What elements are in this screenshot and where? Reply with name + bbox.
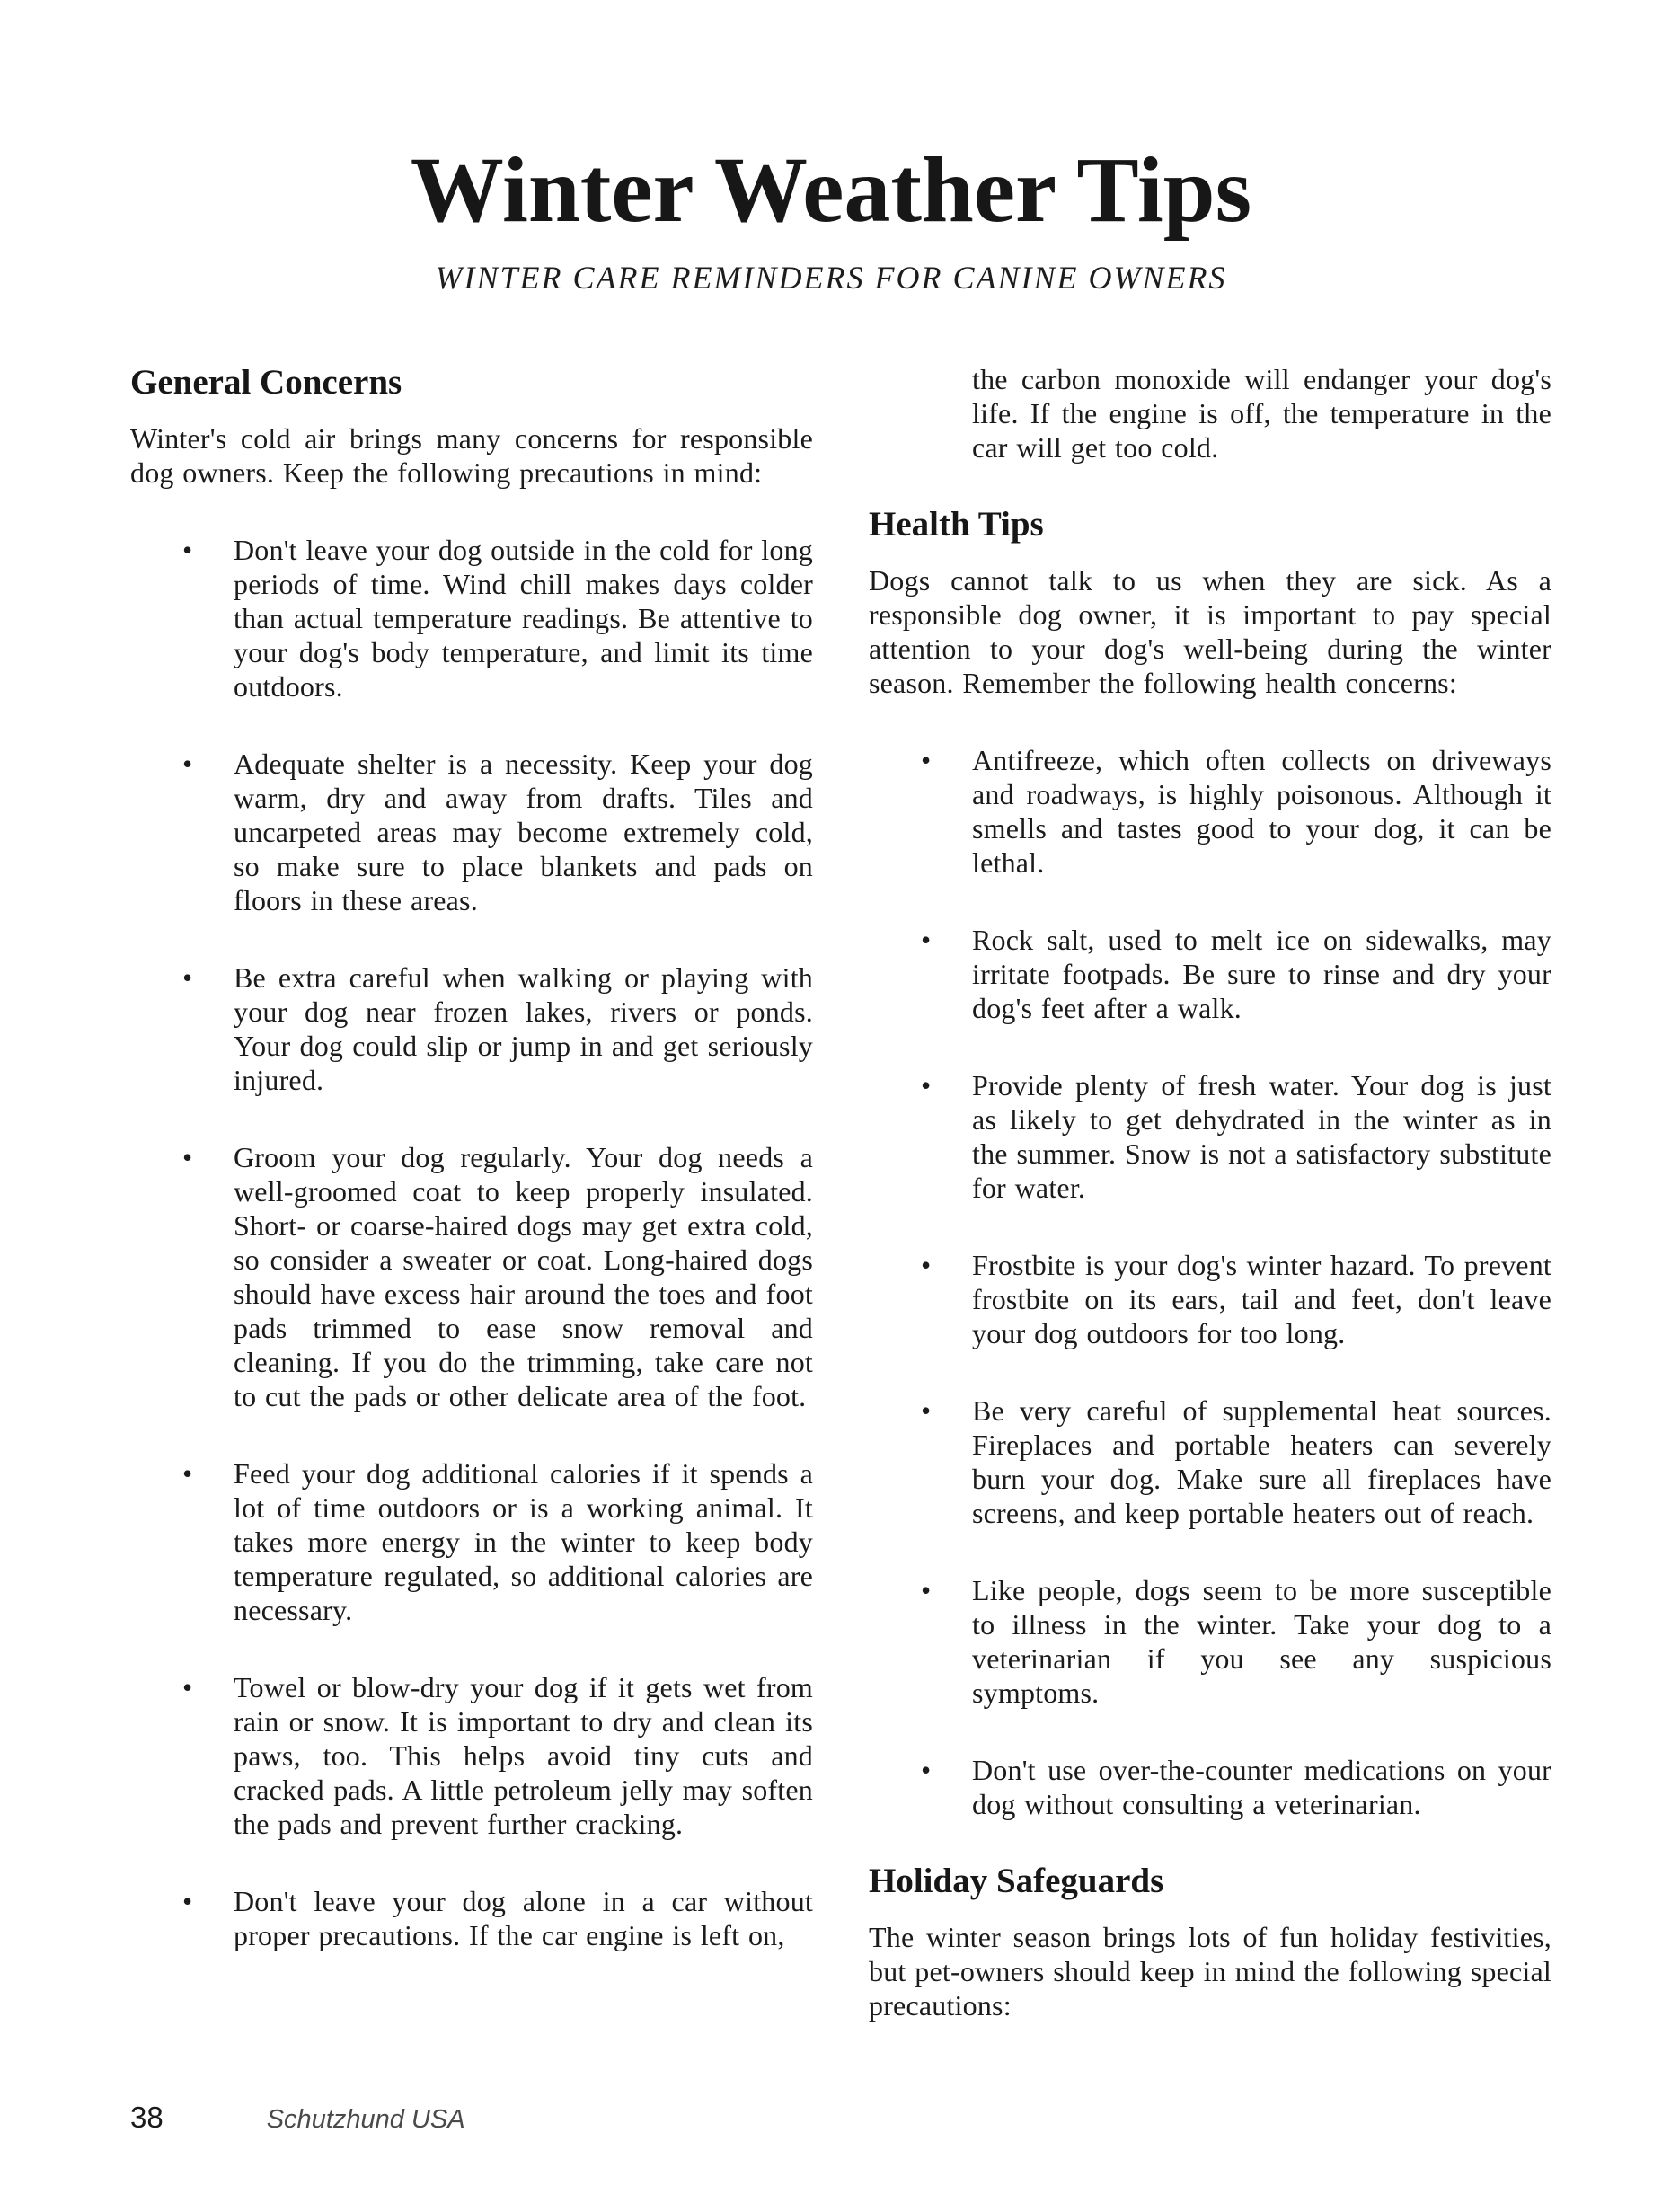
health-bullet-list — [869, 743, 1551, 1821]
holiday-intro-paragraph: The winter season brings lots of fun holiday festivities, but pet-owners should keep in mind the following special precautions: — [869, 1921, 1551, 2022]
list-item: • Be extra careful when walking or playing with your dog near frozen lakes, rivers or ponds. Your dog could slip or jump in and get seriously injured. — [130, 960, 813, 1097]
list-item: • Don't use over-the-counter medications on your dog without consulting a veterinarian. — [869, 1753, 1551, 1821]
section-heading-general-concerns: General Concerns — [130, 363, 402, 402]
list-item: • Frostbite is your dog's winter hazard. To prevent frostbite on its ears, tail and feet, don't leave your dog outdoors for too long. — [869, 1248, 1551, 1350]
page-footer — [130, 2101, 465, 2135]
list-item: • Antifreeze, which often collects on driveways and roadways, is highly poisonous. Although it smells and tastes good to your dog, it can be lethal. — [869, 743, 1551, 880]
column-right — [869, 362, 1551, 2022]
page-title: Winter Weather Tips — [410, 138, 1252, 242]
list-item: • Feed your dog additional calories if it spends a lot of time outdoors or is a working animal. It takes more energy in the winter to keep body temperature regulated, so additional calories are necessary. — [130, 1456, 813, 1627]
list-item: • Adequate shelter is a necessity. Keep your dog warm, dry and away from drafts. Tiles and uncarpeted areas may become extremely cold, so make sure to place blankets and pads on floors in these areas. — [130, 747, 813, 917]
list-item: • Rock salt, used to melt ice on sidewalks, may irritate footpads. Be sure to rinse and dry your dog's feet after a walk. — [869, 923, 1551, 1025]
health-intro-paragraph: Dogs cannot talk to us when they are sick. As a responsible dog owner, it is important to pay special attention to your dog's well-being during the winter season. Remember the following health concerns: — [869, 564, 1551, 699]
page-number: 38 — [130, 2101, 164, 2134]
page-header — [0, 0, 1662, 297]
list-item: • Don't leave your dog alone in a car without proper precautions. If the car engine is left on, — [130, 1884, 813, 1952]
list-item: • Provide plenty of fresh water. Your dog is just as likely to get dehydrated in the winter as in the summer. Snow is not a satisfactory substitute for water. — [869, 1068, 1551, 1205]
page-subtitle: WINTER CARE REMINDERS FOR CANINE OWNERS — [435, 260, 1227, 296]
section-heading-holiday-safeguards: Holiday Safeguards — [869, 1862, 1164, 1900]
two-column-layout — [0, 362, 1662, 2022]
general-intro-paragraph: Winter's cold air brings many concerns for responsible dog owners. Keep the following precautions in mind: — [130, 422, 813, 489]
car-bullet-continuation-paragraph: the carbon monoxide will endanger your dog's life. If the engine is off, the temperature in the car will get too cold. — [972, 363, 1551, 464]
column-left — [130, 362, 813, 2022]
list-item: • Towel or blow-dry your dog if it gets wet from rain or snow. It is important to dry and clean its paws, too. This helps avoid tiny cuts and cracked pads. A little petroleum jelly may soften the pads and prevent further cracking. — [130, 1670, 813, 1841]
list-item: • Like people, dogs seem to be more susceptible to illness in the winter. Take your dog to a veterinarian if you see any suspicious symptoms. — [869, 1573, 1551, 1710]
list-item: • Don't leave your dog outside in the cold for long periods of time. Wind chill makes days colder than actual temperature readings. Be attentive to your dog's body temperature, and limit its time outdoors. — [130, 533, 813, 703]
general-bullet-list — [130, 533, 813, 1952]
section-heading-health-tips: Health Tips — [869, 505, 1044, 544]
list-item: • Groom your dog regularly. Your dog needs a well-groomed coat to keep properly insulated. Short- or coarse-haired dogs may get extra cold, so consider a sweater or coat. Long-haired dogs should have excess hair around the toes and foot pads trimmed to ease snow removal and cleaning. If you do the trimming, take care not to cut the pads or other delicate area of the foot. — [130, 1140, 813, 1413]
list-item: • Be very careful of supplemental heat sources. Fireplaces and portable heaters can severely burn your dog. Make sure all fireplaces have screens, and keep portable heaters out of reach. — [869, 1394, 1551, 1530]
publication-name: Schutzhund USA — [266, 2105, 465, 2134]
